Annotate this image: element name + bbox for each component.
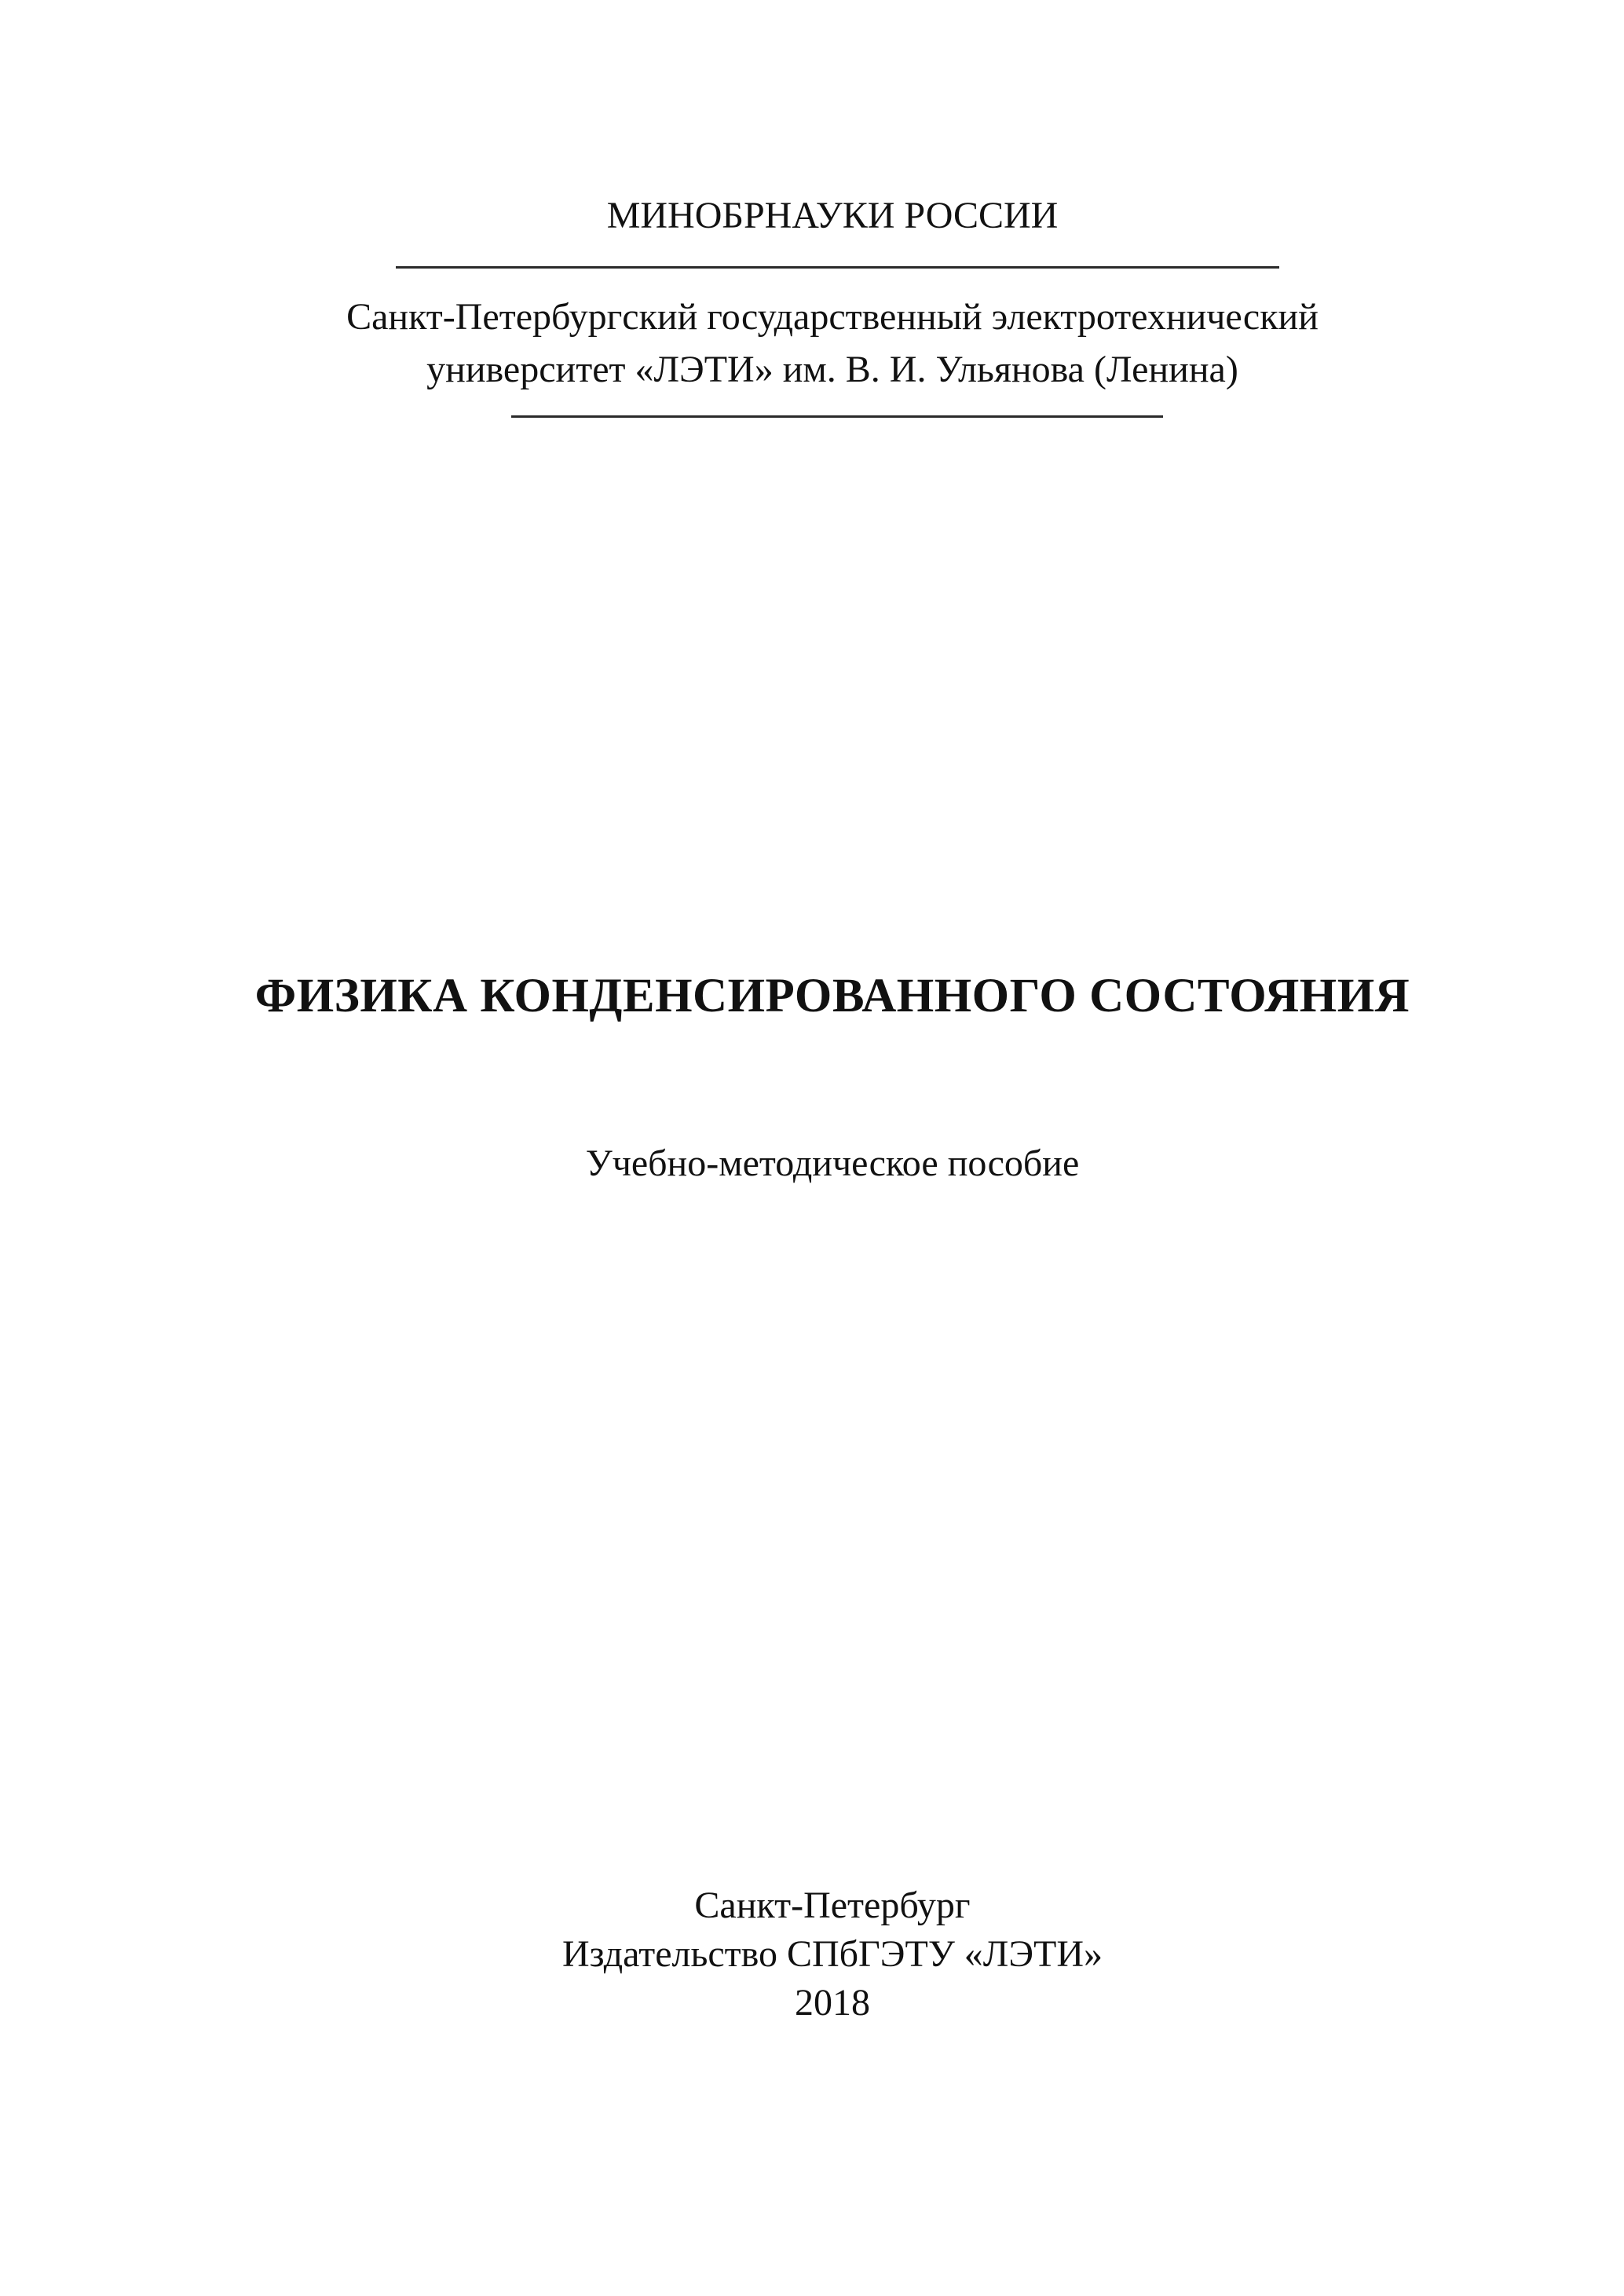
book-subtitle: Учебно-методическое пособие	[585, 1143, 1080, 1184]
imprint-block	[42, 1881, 1622, 2027]
separator-line-bottom	[511, 415, 1163, 418]
university-name-line1: Санкт-Петербургский государственный электротехнический	[346, 296, 1319, 338]
ministry-heading: МИНОБРНАУКИ РОССИИ	[606, 195, 1059, 236]
separator-line-top	[396, 266, 1279, 269]
book-title: ФИЗИКА КОНДЕНСИРОВАННОГО СОСТОЯНИЯ	[254, 970, 1410, 1022]
title-page-content	[42, 0, 1622, 2296]
university-name	[42, 291, 1622, 396]
university-name-line2: университет «ЛЭТИ» им. В. И. Ульянова (Ленина)	[426, 349, 1238, 390]
imprint-year: 2018	[795, 1982, 870, 2024]
imprint-publisher: Издательство СПбГЭТУ «ЛЭТИ»	[561, 1933, 1103, 1975]
imprint-city: Санкт-Петербург	[694, 1885, 971, 1926]
